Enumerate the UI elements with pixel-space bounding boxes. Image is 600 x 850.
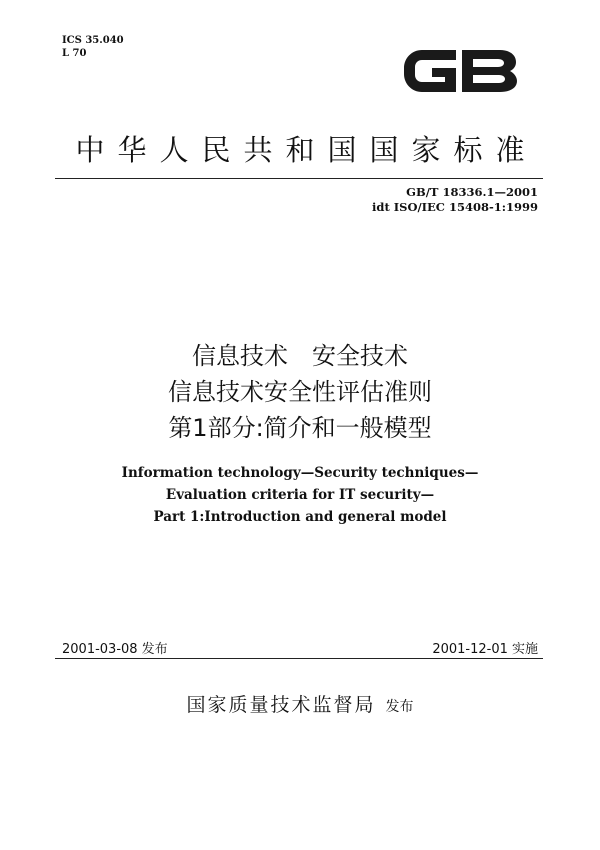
standard-name: 中华人民共和国国家标准 — [75, 133, 538, 167]
english-title — [0, 462, 600, 528]
chinese-title-line-2: 信息技术安全性评估准则 — [168, 378, 432, 406]
classification-codes — [62, 34, 124, 60]
bottom-divider — [55, 658, 543, 659]
publisher-action: 发布 — [385, 699, 414, 715]
implementation-date: 2001-12-01 实施 — [432, 642, 538, 657]
standard-code: GB/T 18336.1—2001 — [406, 185, 538, 199]
ics-code: ICS 35.040 — [62, 35, 124, 46]
english-title-line-3: Part 1:Introduction and general model — [153, 509, 447, 525]
standard-idt: idt ISO/IEC 15408-1:1999 — [372, 200, 538, 214]
top-divider — [55, 178, 543, 179]
chinese-title-line-1: 信息技术 安全技术 — [192, 342, 408, 370]
publisher-organization: 国家质量技术监督局 — [186, 694, 376, 716]
gb-logo — [400, 44, 520, 98]
issue-date: 2001-03-08 发布 — [62, 642, 168, 657]
chinese-title-line-3: 第1部分:简介和一般模型 — [168, 414, 432, 442]
chinese-title — [0, 338, 600, 446]
ccs-code: L 70 — [62, 48, 87, 59]
english-title-line-1: Information technology—Security techniques— — [121, 465, 479, 481]
publisher-line — [0, 690, 600, 717]
english-title-line-2: Evaluation criteria for IT security— — [165, 487, 435, 503]
standard-number-block — [372, 185, 538, 215]
